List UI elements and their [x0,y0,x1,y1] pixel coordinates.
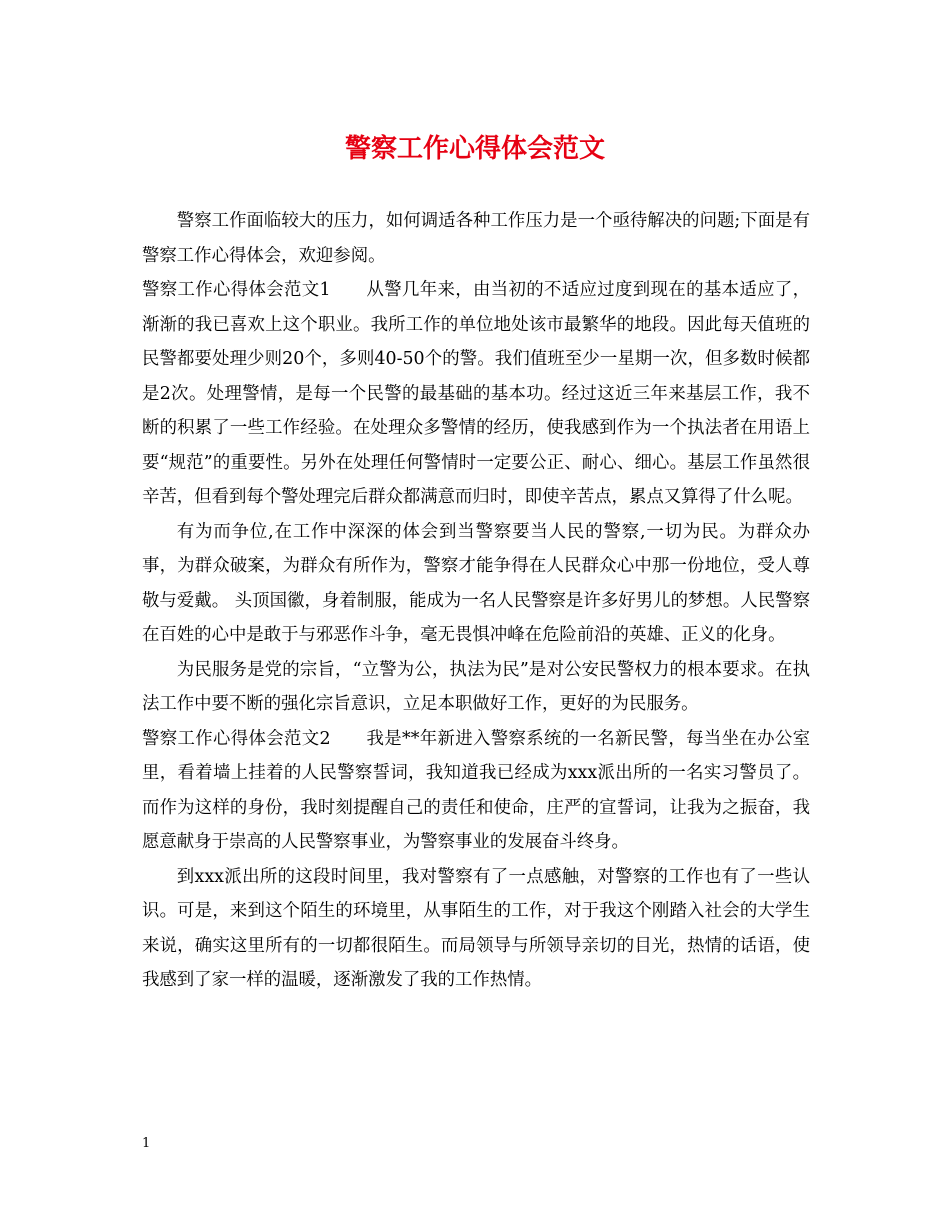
page-number: 1 [142,1136,151,1151]
paragraph-essay-1-part-2: 有为而争位,在工作中深深的体会到当警察要当人民的警察,一切为民。为群众办事，为群众破案，为群众有所作为，警察才能争得在人民群众心中那一份地位，受人尊敬与爱戴。 头顶国徽，身着制服，能成为一名人民警察是许多好男儿的梦想。人民警察在百姓的心中是敢于与邪恶作斗争，毫无畏惧冲峰在危险前沿的英雄、正义的化身。 [142,521,810,645]
paragraph-essay-1: 警察工作心得体会范文1 从警几年来，由当初的不适应过度到现在的基本适应了，渐渐的我已喜欢上这个职业。我所工作的单位地处该市最繁华的地段。因此每天值班的民警都要处理少则20个，多则40-50个的警。我们值班至少一星期一次，但多数时候都是2次。处理警情，是每一个民警的最基础的基本功。经过这近三年来基层工作，我不断的积累了一些工作经验。在处理众多警情的经历，使我感到作为一个执法者在用语上要“规范”的重要性。另外在处理任何警情时一定要公正、耐心、细心。基层工作虽然很辛苦，但看到每个警处理完后群众都满意而归时，即使辛苦点，累点又算得了什么呢。 [142,280,810,507]
paragraph-essay-2-part-2: 到xxx派出所的这段时间里，我对警察有了一点感触，对警察的工作也有了一些认识。可是，来到这个陌生的环境里，从事陌生的工作，对于我这个刚踏入社会的大学生来说，确实这里所有的一切都很陌生。而局领导与所领导亲切的目光，热情的话语，使我感到了家一样的温暖，逐渐激发了我的工作热情。 [142,866,810,990]
paragraph-essay-1-part-3: 为民服务是党的宗旨，“立警为公，执法为民”是对公安民警权力的根本要求。在执法工作中要不断的强化宗旨意识，立足本职做好工作，更好的为民服务。 [142,659,810,714]
document-title: 警察工作心得体会范文 [344,134,605,164]
paragraph-intro: 警察工作面临较大的压力，如何调适各种工作压力是一个亟待解决的问题;下面是有警察工作心得体会，欢迎参阅。 [142,211,810,266]
document-body [142,204,810,998]
paragraph-essay-2: 警察工作心得体会范文2 我是**年新进入警察系统的一名新民警，每当坐在办公室里，看着墙上挂着的人民警察誓词，我知道我已经成为xxx派出所的一名实习警员了。而作为这样的身份，我时刻提醒自己的责任和使命，庄严的宣誓词，让我为之振奋，我愿意献身于崇高的人民警察事业，为警察事业的发展奋斗终身。 [142,728,810,852]
